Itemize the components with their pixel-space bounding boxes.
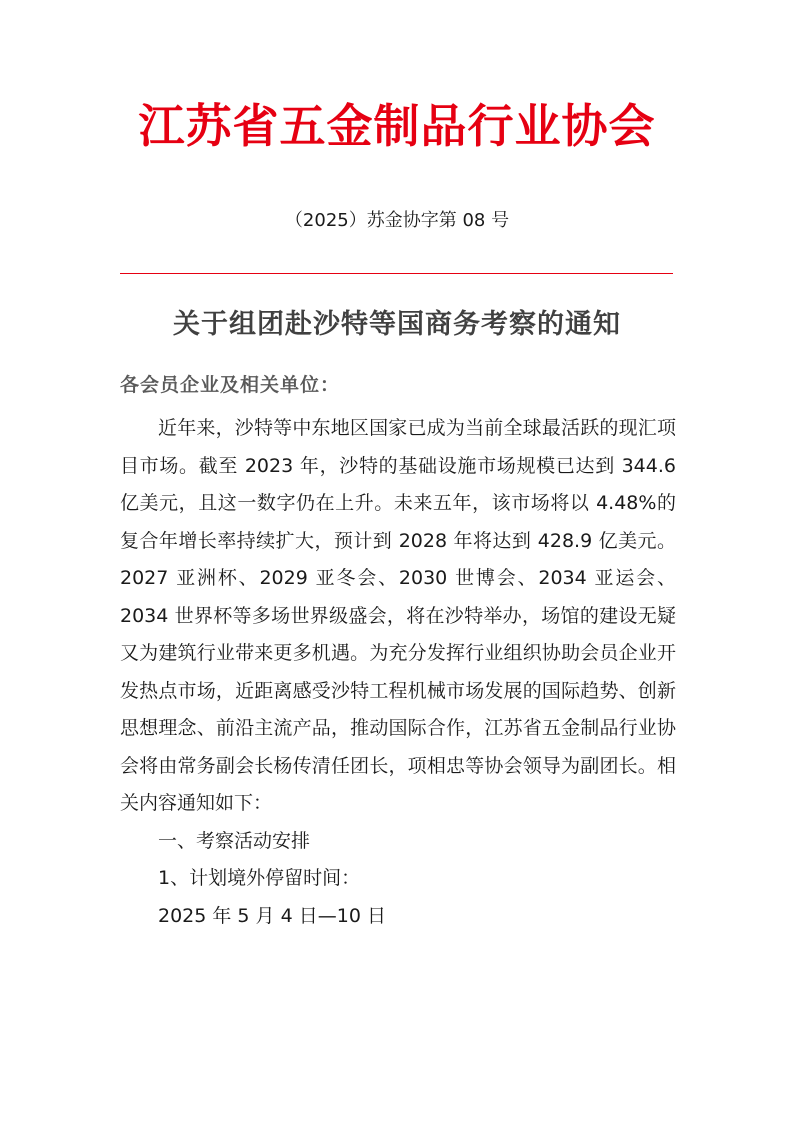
notice-body: [120, 410, 676, 935]
document-number: （2025）苏金协字第 08 号: [284, 210, 510, 231]
section-heading-activity: 一、考察活动安排: [158, 829, 311, 852]
body-paragraph-intro: 近年来，沙特等中东地区国家已成为当前全球最活跃的现汇项目市场。截至 2023 年，沙特的基础设施市场规模已达到 344.6 亿美元，且这一数字仍在上升。未来五年，该市场将以 4.48%的复合年增长率持续扩大，预计到 2028 年将达到 428.9 亿美元。2027 亚洲杯、2029 亚冬会、2030 世博会、2034 亚运会、2034 世界杯等多场世界级盛会，将在沙特举办，场馆的建设无疑又为建筑行业带来更多机遇。为充分发挥行业组织协助会员企业开发热点市场，近距离感受沙特工程机械市场发展的国际趋势、创新思想理念、前沿主流产品，推动国际合作，江苏省五金制品行业协会将由常务副会长杨传清任团长，项相忠等协会领导为副团长。相关内容通知如下：: [120, 417, 676, 814]
notice-title: 关于组团赴沙特等国商务考察的通知: [173, 309, 621, 340]
red-divider-line: [120, 273, 673, 274]
salutation: 各会员企业及相关单位：: [120, 374, 341, 396]
subsection-heading-stay-time: 1、计划境外停留时间：: [158, 867, 361, 889]
organization-title: 江苏省五金制品行业协会: [138, 99, 656, 153]
stay-date-range: 2025 年 5 月 4 日—10 日: [158, 904, 386, 927]
